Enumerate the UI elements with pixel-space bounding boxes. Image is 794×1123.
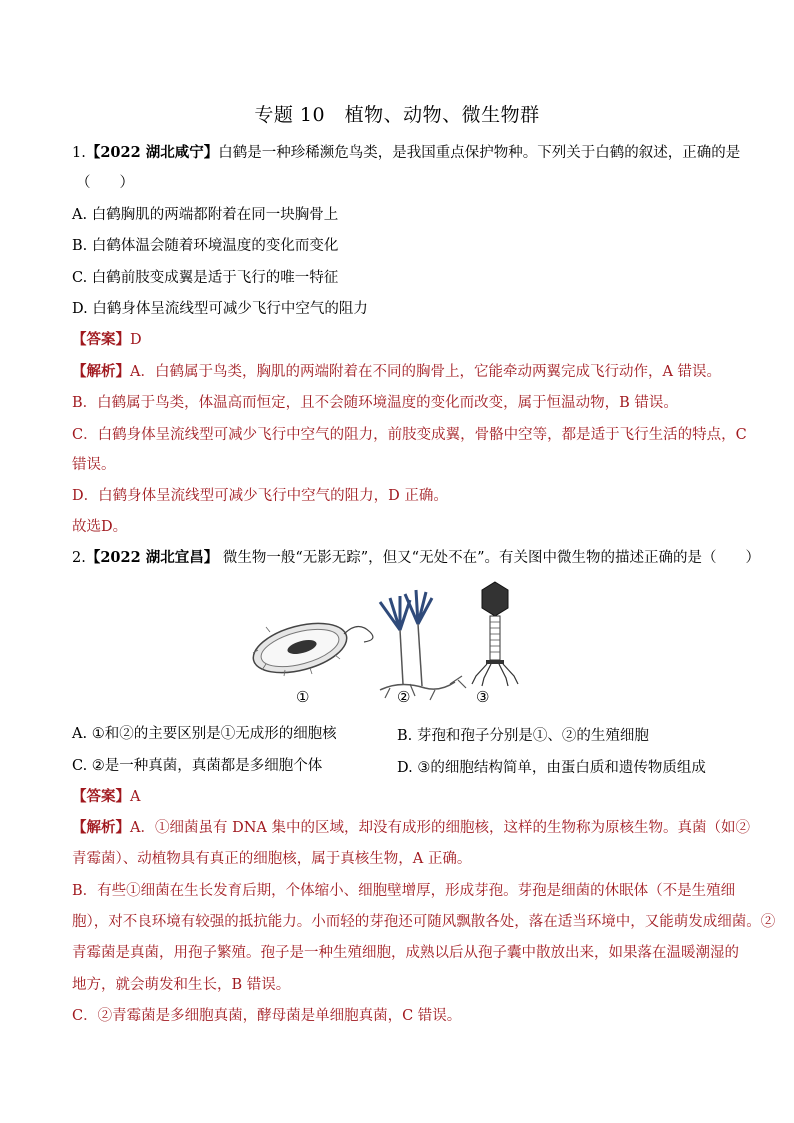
q2-option-c: C. ②是一种真菌，真菌都是多细胞个体 bbox=[72, 758, 323, 774]
question-text: 白鹤是一种珍稀濒危鸟类，是我国重点保护物种。下列关于白鹤的叙述，正确的是 bbox=[218, 145, 741, 161]
q2-option-a: A. ①和②的主要区别是①无成形的细胞核 bbox=[72, 726, 337, 742]
q1-analysis-line-4: 错误。 bbox=[72, 457, 116, 473]
q2-option-d: D. ③的细胞结构简单，由蛋白质和遗传物质组成 bbox=[397, 760, 706, 776]
question-2-stem bbox=[72, 548, 761, 568]
bacterium-illustration bbox=[248, 614, 373, 681]
figure-label-1: ① bbox=[296, 688, 310, 706]
q2-option-b: B. 芽孢和孢子分别是①、②的生殖细胞 bbox=[397, 728, 649, 744]
q2-analysis-line-5: 青霉菌是真菌，用孢子繁殖。孢子是一种生殖细胞，成熟以后从孢子囊中散放出来，如果落在温暖潮湿的 bbox=[72, 945, 739, 961]
q1-analysis-line-3: C．白鹤身体呈流线型可减少飞行中空气的阻力，前肢变成翼，骨骼中空等，都是适于飞行生活的特点，C bbox=[72, 427, 747, 443]
analysis-text: A．白鹤属于鸟类，胸肌的两端附着在不同的胸骨上，它能牵动两翼完成飞行动作，A 错误。 bbox=[130, 364, 722, 380]
q1-option-a: A. 白鹤胸肌的两端都附着在同一块胸骨上 bbox=[72, 207, 339, 223]
q2-analysis-line-2: 青霉菌）、动植物具有真正的细胞核，属于真核生物，A 正确。 bbox=[72, 851, 472, 867]
question-text: 微生物一般“无影无踪”，但又“无处不在”。有关图中微生物的描述正确的是（ ） bbox=[218, 550, 761, 566]
penicillium-illustration bbox=[380, 590, 466, 700]
q2-answer bbox=[72, 787, 734, 807]
question-source: 【2022 湖北咸宁】 bbox=[85, 144, 219, 161]
q2-analysis-line-1 bbox=[72, 818, 750, 838]
answer-tag: 【答案】 bbox=[72, 788, 130, 805]
q1-analysis-line-2: B．白鹤属于鸟类，体温高而恒定，且不会随环境温度的变化而改变，属于恒温动物，B 错误。 bbox=[72, 395, 678, 411]
q1-analysis-line-5: D．白鹤身体呈流线型可减少飞行中空气的阻力，D 正确。 bbox=[72, 488, 448, 504]
q1-analysis-line-1 bbox=[72, 362, 734, 382]
question-1-stem bbox=[72, 143, 741, 163]
figure-label-3: ③ bbox=[476, 688, 490, 706]
virus-illustration bbox=[472, 582, 518, 686]
answer-value: D bbox=[130, 332, 142, 348]
answer-value: A bbox=[130, 789, 141, 805]
q1-option-c: C. 白鹤前肢变成翼是适于飞行的唯一特征 bbox=[72, 270, 339, 286]
question-source: 【2022 湖北宜昌】 bbox=[85, 549, 219, 566]
q1-option-d: D. 白鹤身体呈流线型可减少飞行中空气的阻力 bbox=[72, 301, 368, 317]
analysis-text: A．①细菌虽有 DNA 集中的区域，却没有成形的细胞核，这样的生物称为原核生物。真菌（如② bbox=[130, 820, 750, 836]
question-number: 1. bbox=[72, 145, 86, 161]
question-number: 2. bbox=[72, 550, 86, 566]
q2-analysis-line-4: 胞），对不良环境有较强的抵抗能力。小而轻的芽孢还可随风飘散各处，落在适当环境中，又能萌发成细菌。② bbox=[72, 914, 776, 930]
question-1-blank: （ ） bbox=[76, 175, 134, 191]
q1-analysis-line-6: 故选D。 bbox=[72, 519, 128, 535]
answer-tag: 【答案】 bbox=[72, 331, 130, 348]
q2-analysis-line-7: C．②青霉菌是多细胞真菌，酵母菌是单细胞真菌，C 错误。 bbox=[72, 1008, 462, 1024]
analysis-tag: 【解析】 bbox=[72, 363, 130, 380]
q1-option-b: B. 白鹤体温会随着环境温度的变化而变化 bbox=[72, 238, 339, 254]
analysis-tag: 【解析】 bbox=[72, 819, 130, 836]
page-title: 专题 10 植物、动物、微生物群 bbox=[254, 104, 540, 126]
q1-answer bbox=[72, 330, 734, 350]
q2-analysis-line-6: 地方，就会萌发和生长，B 错误。 bbox=[72, 977, 291, 993]
figure-label-2: ② bbox=[397, 688, 411, 706]
q2-analysis-line-3: B．有些①细菌在生长发育后期，个体缩小、细胞壁增厚，形成芽孢。芽孢是细菌的休眠体（不是生殖细 bbox=[72, 883, 736, 899]
